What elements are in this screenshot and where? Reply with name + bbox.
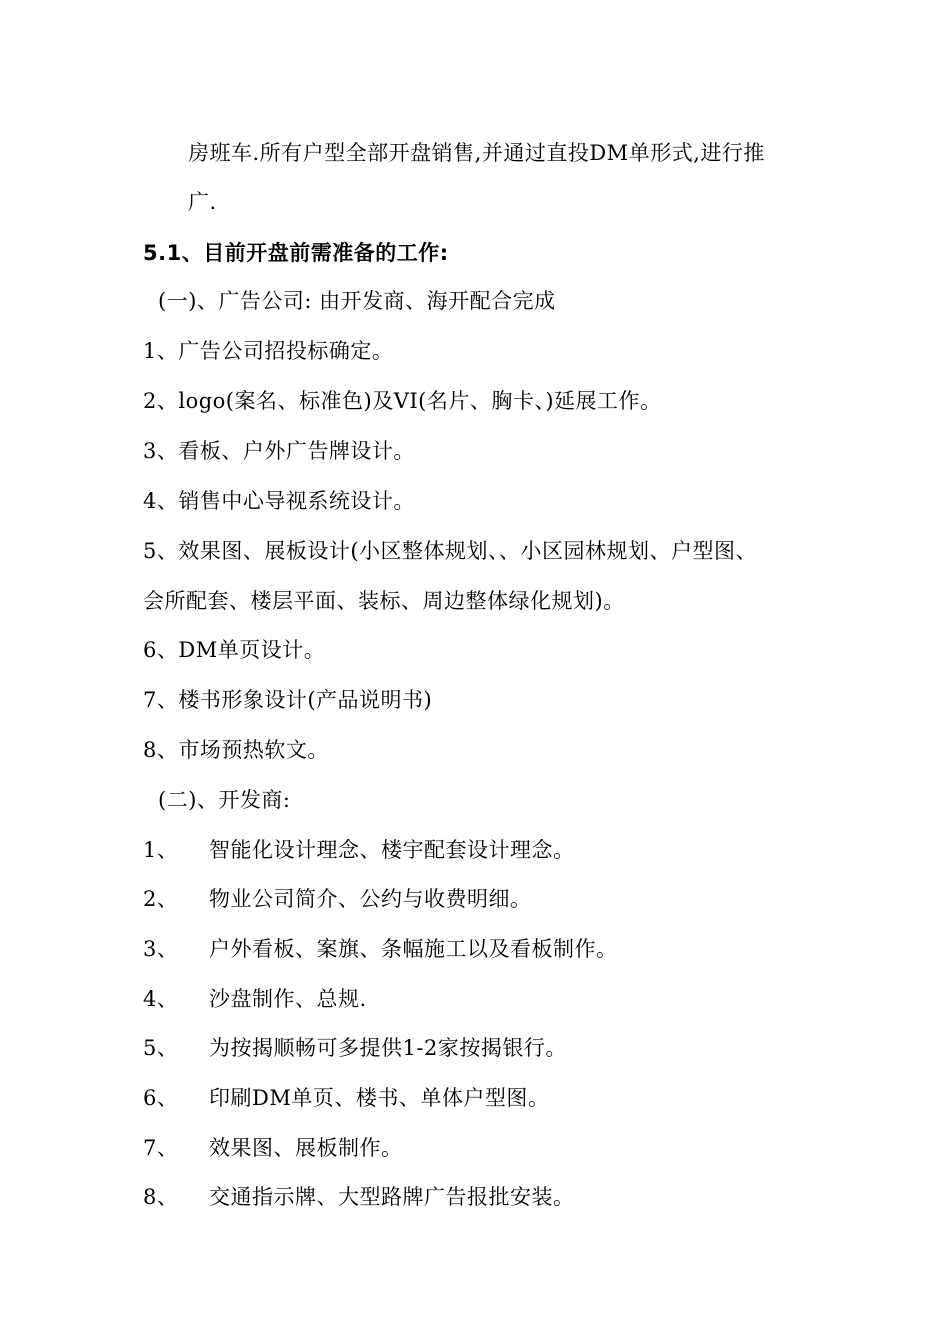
list-item: 1、广告公司招投标确定。	[143, 339, 394, 363]
list-item-number: 7、	[143, 1136, 179, 1160]
list-item: 8、市场预热软文。	[143, 738, 329, 762]
list-item-text: 印刷DM单页、楼书、单体户型图。	[209, 1086, 550, 1110]
list-item-number: 4、	[143, 987, 179, 1011]
list-item: 7、楼书形象设计(产品说明书)	[143, 688, 433, 712]
list-item-number: 2、	[143, 887, 179, 911]
list-item	[143, 837, 575, 863]
list-item: 4、销售中心导视系统设计。	[143, 489, 415, 513]
list-item	[143, 936, 618, 962]
list-item: 2、logo(案名、标准色)及VI(名片、胸卡、)延展工作。	[143, 389, 662, 413]
list-item-text: 为按揭顺畅可多提供1-2家按揭银行。	[209, 1036, 567, 1060]
list-item-text: 智能化设计理念、楼宇配套设计理念。	[209, 838, 575, 862]
list-item-number: 8、	[143, 1185, 179, 1209]
group-2-title: (二)、开发商:	[158, 788, 291, 812]
list-item	[143, 1085, 549, 1111]
list-item-text: 物业公司简介、公约与收费明细。	[209, 887, 532, 911]
list-item-text: 户外看板、案旗、条幅施工以及看板制作。	[209, 937, 618, 961]
list-item	[143, 1135, 403, 1161]
intro-line-2: 广.	[188, 190, 217, 214]
list-item-text: 交通指示牌、大型路牌广告报批安装。	[209, 1185, 575, 1209]
list-item: 3、看板、户外广告牌设计。	[143, 439, 415, 463]
list-item-number: 6、	[143, 1086, 179, 1110]
list-item-number: 5、	[143, 1036, 179, 1060]
group-1-title: (一)、广告公司: 由开发商、海开配合完成	[158, 289, 556, 313]
list-item	[143, 986, 367, 1012]
list-item-number: 3、	[143, 937, 179, 961]
list-item: 5、效果图、展板设计(小区整体规划、、小区园林规划、户型图、	[143, 539, 758, 563]
list-item	[143, 886, 532, 912]
list-item-text: 沙盘制作、总规.	[209, 987, 367, 1011]
list-item	[143, 1184, 575, 1210]
section-heading: 5.1、目前开盘前需准备的工作:	[143, 241, 449, 265]
list-item-number: 1、	[143, 838, 179, 862]
list-item-continuation: 会所配套、楼层平面、装标、周边整体绿化规划)。	[143, 589, 625, 613]
list-item-text: 效果图、展板制作。	[209, 1136, 403, 1160]
list-item	[143, 1035, 567, 1061]
intro-line-1: 房班车.所有户型全部开盘销售,并通过直投DM单形式,进行推	[188, 141, 765, 165]
list-item: 6、DM单页设计。	[143, 638, 326, 662]
